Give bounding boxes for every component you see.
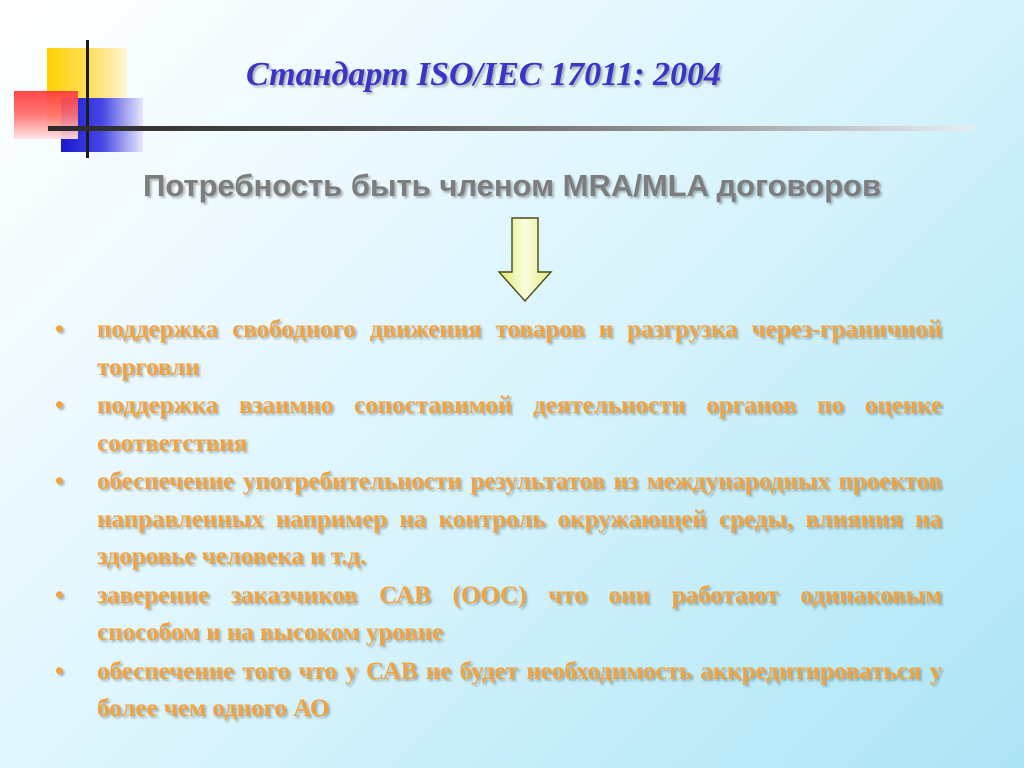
slide-title: Стандарт ISO/IEC 17011: 2004 [246, 56, 722, 93]
bullet-item [52, 653, 942, 728]
bullet-item [52, 387, 942, 462]
bullet-text: поддержка взаимно сопоставимой деятельности органов по оценке соответствия [97, 392, 942, 457]
bullet-item [52, 577, 942, 652]
title-underline [48, 126, 973, 131]
bullet-marker: • [55, 468, 64, 495]
bullet-text: заверение заказчиков САВ (ООС) что они работают одинаковым способом и на высоком уровне [97, 581, 942, 646]
bullet-marker: • [55, 657, 64, 685]
bullet-marker: • [55, 581, 64, 609]
decorative-vertical-line [86, 40, 89, 158]
slide-subtitle: Потребность быть членом MRA/MLA договоров [142, 168, 882, 203]
bullet-list [52, 311, 942, 729]
bullet-marker: • [55, 316, 64, 343]
down-arrow-icon [497, 217, 553, 303]
decorative-red-square [14, 91, 78, 139]
bullet-text: обеспечение того что у САВ не будет необходимость аккредитироваться у более чем одного АО [97, 657, 942, 722]
bullet-text: обеспечение употребительности результатов из международных проектов направленных например на контроль окружающей среды, влияния на здоровье человека и т.д. [97, 468, 942, 570]
bullet-marker: • [55, 392, 64, 419]
bullet-text: поддержка свободного движения товаров и разгрузка через-граничной торговли [97, 316, 942, 381]
bullet-item [52, 463, 942, 576]
bullet-item [52, 311, 942, 386]
